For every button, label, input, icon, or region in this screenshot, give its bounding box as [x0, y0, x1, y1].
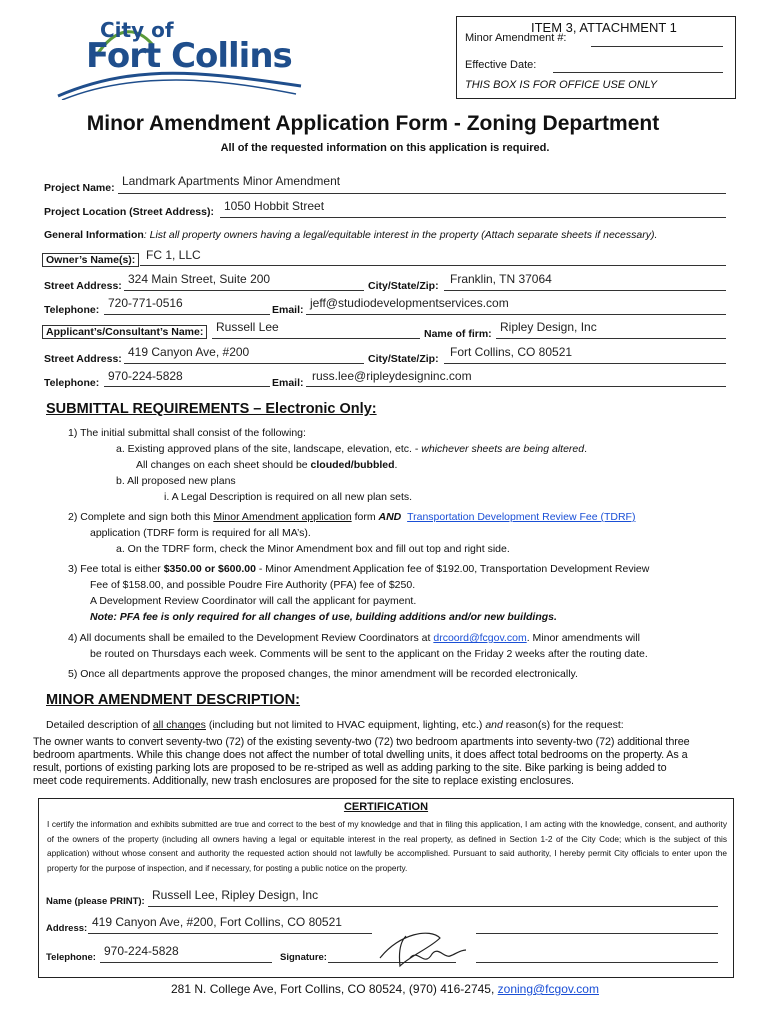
cert-phone-label: Telephone:	[46, 952, 96, 963]
signature-underline-2	[476, 962, 718, 963]
requirement-4-line2: be routed on Thursdays each week. Comments will be sent to the applicant on the Friday 2 weeks after the routing date.	[90, 648, 648, 660]
zoning-email-link[interactable]: zoning@fcgov.com	[497, 982, 599, 996]
owner-name-field[interactable]: FC 1, LLC	[146, 248, 201, 262]
owner-city-label: City/State/Zip:	[368, 280, 439, 292]
requirement-1: 1) The initial submittal shall consist of the following:	[68, 427, 306, 439]
requirement-2-and: AND	[378, 511, 402, 523]
logo-city-of: City of	[100, 18, 174, 42]
firm-name-underline	[496, 338, 726, 339]
page-subtitle: All of the requested information on this application is required.	[220, 142, 550, 154]
requirement-1b: b. All proposed new plans	[116, 475, 236, 487]
applicant-phone-underline	[104, 386, 270, 387]
description-prompt-all-changes: all changes	[152, 719, 206, 731]
description-prompt-and: and	[485, 719, 503, 731]
applicant-phone-label: Telephone:	[44, 377, 100, 389]
requirement-1a-text: a. Existing approved plans of the site, landscape, elevation, etc. -	[116, 443, 422, 455]
city-logo	[56, 16, 306, 100]
applicant-city-field[interactable]: Fort Collins, CO 80521	[450, 345, 573, 359]
applicant-email-label: Email:	[272, 377, 304, 389]
effective-date-label: Effective Date:	[465, 59, 537, 71]
signature-label: Signature:	[280, 952, 327, 963]
project-name-field[interactable]: Landmark Apartments Minor Amendment	[122, 174, 341, 188]
applicant-city-label: City/State/Zip:	[368, 353, 439, 365]
owner-phone-underline	[104, 314, 270, 315]
fee-total: $350.00 or $600.00	[163, 563, 256, 575]
requirement-1a-italic: whichever sheets are being altered	[421, 443, 585, 455]
cert-phone-field[interactable]: 970-224-5828	[104, 944, 179, 958]
requirement-1bi: i. A Legal Description is required on all new plan sets.	[164, 491, 413, 503]
requirement-1a-cont-text: All changes on each sheet should be	[136, 459, 311, 471]
project-name-label: Project Name:	[44, 182, 115, 194]
requirement-5: 5) Once all departments approve the proposed changes, the minor amendment will be recorded electronically.	[68, 668, 578, 680]
applicant-email-field[interactable]: russ.lee@ripleydesigninc.com	[312, 369, 472, 383]
requirement-2-form: form	[351, 511, 379, 523]
effective-date-field[interactable]	[553, 72, 723, 73]
cert-address-field[interactable]: 419 Canyon Ave, #200, Fort Collins, CO 80521	[92, 915, 342, 929]
description-line-2: bedroom apartments. While this change does not affect the number of total dwelling units, it does affect total bedrooms on the property. As a	[33, 749, 688, 761]
cert-name-field[interactable]: Russell Lee, Ripley Design, Inc	[152, 888, 319, 902]
firm-name-label: Name of firm:	[424, 328, 492, 340]
applicant-street-label: Street Address:	[44, 353, 122, 365]
cert-name-label: Name (please PRINT):	[46, 896, 145, 907]
requirement-3-text: 3) Fee total is either	[68, 563, 164, 575]
minor-amendment-number-field[interactable]	[591, 46, 723, 47]
firm-name-field[interactable]: Ripley Design, Inc	[500, 320, 597, 334]
description-field[interactable]	[33, 736, 739, 788]
minor-amendment-number-label: Minor Amendment #:	[465, 32, 567, 44]
office-use-note: THIS BOX IS FOR OFFICE USE ONLY	[465, 79, 658, 91]
page-title: Minor Amendment Application Form - Zoning Department	[86, 112, 660, 135]
requirement-3-fees: - Minor Amendment Application fee of $192.00, Transportation Development Review	[255, 563, 650, 575]
certification-text: I certify the information and exhibits submitted are true and correct to the best of my knowledge and that in filing this application, I am acting with the knowledge, consent, and authority of the owners of the property (including all owners having a legal or equitable interest in the real property, as defined in Section 1-2 of the City Code; which is the subject of this application) without whose consent and authority the requested action should not lawfully be accomplished. Pursuant to said authority, I hereby permit City officials to enter upon the property for the purpose of inspection, and if necessary, for posting a public notice on the property.	[47, 819, 727, 873]
cert-phone-underline	[100, 962, 272, 963]
tdrf-link[interactable]: Transportation Development Review Fee (TDRF)	[407, 511, 636, 523]
owner-email-underline	[306, 314, 726, 315]
owner-city-underline	[444, 290, 726, 291]
requirement-2	[68, 511, 635, 523]
description-prompt-3: (including but not limited to HVAC equipment, lighting, etc.)	[205, 719, 486, 731]
submittal-heading: SUBMITTAL REQUIREMENTS – Electronic Only:	[46, 401, 377, 417]
description-prompt-1: Detailed description of	[46, 719, 153, 731]
applicant-city-underline	[444, 363, 726, 364]
requirement-4-cont: . Minor amendments will	[526, 632, 640, 644]
applicant-name-label: Applicant’s/Consultant’s Name:	[42, 325, 207, 339]
owner-name-label: Owner’s Name(s):	[42, 253, 139, 267]
applicant-street-field[interactable]: 419 Canyon Ave, #200	[128, 345, 250, 359]
signature-scribble-icon[interactable]	[370, 928, 470, 974]
requirement-3-line2: Fee of $158.00, and possible Poudre Fire Authority (PFA) fee of $250.	[90, 579, 416, 591]
owner-email-field[interactable]: jeff@studiodevelopmentservices.com	[310, 296, 509, 310]
general-information-text: : List all property owners having a legal/equitable interest in the property (Attach separate sheets if necessary).	[143, 229, 658, 241]
applicant-name-underline	[212, 338, 420, 339]
project-location-label: Project Location (Street Address):	[44, 206, 214, 218]
owner-street-label: Street Address:	[44, 280, 122, 292]
pfa-note: Note: PFA fee is only required for all changes of use, building additions and/or new buildings.	[90, 611, 557, 623]
requirement-3-line3: A Development Review Coordinator will call the applicant for payment.	[90, 595, 417, 607]
requirement-2a: a. On the TDRF form, check the Minor Amendment box and fill out top and right side.	[116, 543, 510, 555]
owner-name-underline	[140, 265, 726, 266]
applicant-email-underline	[306, 386, 726, 387]
project-location-underline	[220, 217, 726, 218]
certification-heading: CERTIFICATION	[343, 801, 429, 813]
description-heading: MINOR AMENDMENT DESCRIPTION:	[46, 692, 301, 708]
requirement-1a-cont	[136, 459, 397, 471]
description-prompt-5: reason(s) for the request:	[502, 719, 624, 731]
cert-address-underline	[88, 933, 372, 934]
description-prompt	[46, 719, 624, 731]
applicant-name-field[interactable]: Russell Lee	[216, 320, 279, 334]
owner-phone-label: Telephone:	[44, 304, 100, 316]
cert-name-underline	[148, 906, 718, 907]
footer	[0, 982, 770, 996]
requirement-1a-period: .	[584, 443, 588, 455]
project-location-field[interactable]: 1050 Hobbit Street	[224, 199, 325, 213]
owner-city-field[interactable]: Franklin, TN 37064	[450, 272, 552, 286]
requirement-4	[68, 632, 640, 644]
requirement-3	[68, 563, 649, 575]
general-information-label: General Information	[44, 229, 144, 241]
project-name-underline	[118, 193, 726, 194]
cert-address-label: Address:	[46, 923, 88, 934]
applicant-street-underline	[124, 363, 364, 364]
logo-fort-collins: Fort Collins	[86, 36, 292, 76]
owner-street-field[interactable]: 324 Main Street, Suite 200	[128, 272, 271, 286]
applicant-phone-field[interactable]: 970-224-5828	[108, 369, 183, 383]
drcoord-email-link[interactable]: drcoord@fcgov.com	[433, 632, 527, 644]
description-line-4: meet code requirements. Additionally, new trash enclosures are proposed for the site to replace existing enclosures.	[33, 775, 574, 787]
item-attachment-label: ITEM 3, ATTACHMENT 1	[531, 20, 677, 35]
footer-address: 281 N. College Ave, Fort Collins, CO 80524, (970) 416-2745,	[171, 982, 498, 996]
requirement-1a-bold: clouded/bubbled	[310, 459, 395, 471]
description-line-3: result, portions of existing parking lots are proposed to be re-striped as well as adding parking to the site. Bike parking is being added to	[33, 762, 667, 774]
office-use-box	[456, 16, 736, 99]
owner-email-label: Email:	[272, 304, 304, 316]
owner-phone-field[interactable]: 720-771-0516	[108, 296, 183, 310]
requirement-4-text: 4) All documents shall be emailed to the Development Review Coordinators at	[68, 632, 434, 644]
requirement-2-text: 2) Complete and sign both this	[68, 511, 214, 523]
owner-street-underline	[124, 290, 364, 291]
general-information	[44, 229, 657, 241]
cert-address-underline-2	[476, 933, 718, 934]
requirement-1a	[116, 443, 587, 455]
description-line-1: The owner wants to convert seventy-two (72) of the existing seventy-two (72) two bedroom apartments into seventy-two (72) additional three	[33, 736, 690, 748]
requirement-1a-cont-period: .	[394, 459, 398, 471]
minor-amendment-application-ref: Minor Amendment application	[213, 511, 352, 523]
requirement-2-cont: application (TDRF form is required for all MA’s).	[90, 527, 311, 539]
